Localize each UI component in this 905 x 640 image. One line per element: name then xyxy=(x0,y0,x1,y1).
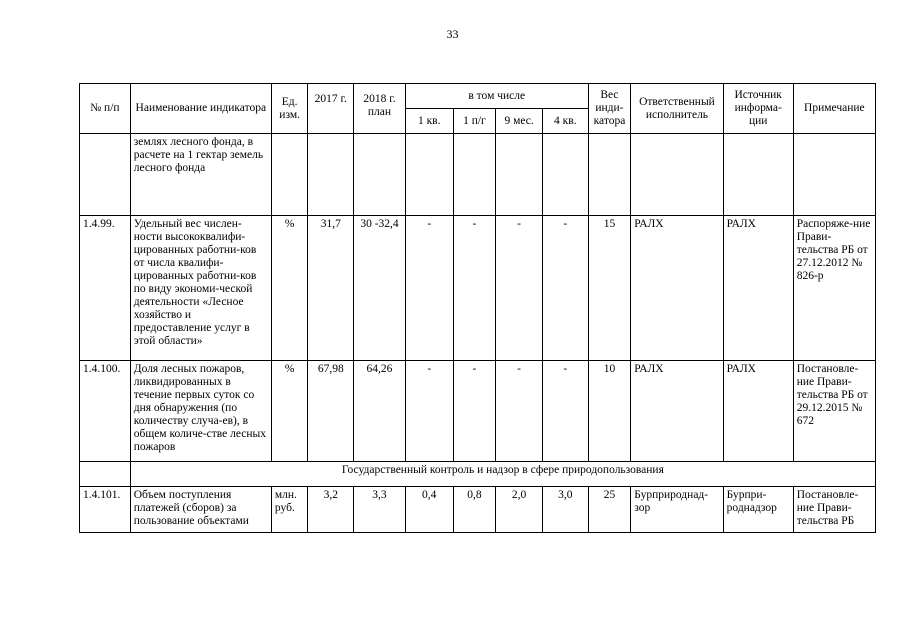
section-empty-cell xyxy=(80,462,131,487)
header-unit: Ед. изм. xyxy=(271,84,308,134)
cell-source: Бурпри-роднадзор xyxy=(723,487,793,533)
cell-note: Распоряже-ние Прави-тельства РБ от 27.12.2012 № 826-р xyxy=(793,216,875,361)
header-note: Примечание xyxy=(793,84,875,134)
cell-name: Доля лесных пожаров, ликвидированных в течение первых суток со дня обнаружения (по количеству случа-ев), в общем количе-стве лесных пожаров xyxy=(130,361,271,462)
cell-h1: 0,8 xyxy=(453,487,496,533)
cell-responsible xyxy=(631,134,723,216)
cell-name: Объем поступления платежей (сборов) за пользование объектами xyxy=(130,487,271,533)
cell-9m: - xyxy=(496,361,543,462)
header-name: Наименование индикатора xyxy=(130,84,271,134)
header-responsible: Ответственный исполнитель xyxy=(631,84,723,134)
header-q4: 4 кв. xyxy=(542,109,588,134)
cell-q4 xyxy=(542,134,588,216)
cell-q4: 3,0 xyxy=(542,487,588,533)
table-row xyxy=(80,487,876,533)
cell-2018: 64,26 xyxy=(354,361,406,462)
header-2017: 2017 г. xyxy=(308,84,354,134)
cell-2017 xyxy=(308,134,354,216)
cell-unit xyxy=(271,134,308,216)
table-row xyxy=(80,361,876,462)
cell-name: землях лесного фонда, в расчете на 1 гектар земель лесного фонда xyxy=(130,134,271,216)
cell-9m xyxy=(496,134,543,216)
cell-unit: % xyxy=(271,216,308,361)
cell-source: РАЛХ xyxy=(723,361,793,462)
header-h1: 1 п/г xyxy=(453,109,496,134)
cell-note: Постановле-ние Прави-тельства РБ xyxy=(793,487,875,533)
cell-name: Удельный вес числен-ности высококвалифи-цированных работни-ков от числа квалифи-цированных работни-ков по виду экономи-ческой деятельности «Лесное хозяйство и предоставление услуг в этой области» xyxy=(130,216,271,361)
cell-2017: 3,2 xyxy=(308,487,354,533)
cell-note: Постановле-ние Прави-тельства РБ от 29.12.2015 № 672 xyxy=(793,361,875,462)
cell-source: РАЛХ xyxy=(723,216,793,361)
cell-q4: - xyxy=(542,361,588,462)
header-source: Источник информа-ции xyxy=(723,84,793,134)
section-row xyxy=(80,462,876,487)
cell-q4: - xyxy=(542,216,588,361)
header-including: в том числе xyxy=(405,84,588,109)
header-num: № п/п xyxy=(80,84,131,134)
cell-q1: - xyxy=(405,361,453,462)
header-2018: 2018 г. план xyxy=(354,84,406,134)
cell-responsible: РАЛХ xyxy=(631,361,723,462)
cell-q1 xyxy=(405,134,453,216)
cell-weight xyxy=(588,134,631,216)
cell-unit: млн. руб. xyxy=(271,487,308,533)
cell-note xyxy=(793,134,875,216)
cell-9m: 2,0 xyxy=(496,487,543,533)
header-weight: Вес инди-катора xyxy=(588,84,631,134)
table-row xyxy=(80,134,876,216)
cell-num: 1.4.100. xyxy=(80,361,131,462)
cell-weight: 10 xyxy=(588,361,631,462)
cell-num xyxy=(80,134,131,216)
cell-q1: 0,4 xyxy=(405,487,453,533)
cell-unit: % xyxy=(271,361,308,462)
cell-2018 xyxy=(354,134,406,216)
indicators-table xyxy=(79,83,876,533)
cell-source xyxy=(723,134,793,216)
cell-h1: - xyxy=(453,216,496,361)
cell-2017: 31,7 xyxy=(308,216,354,361)
cell-9m: - xyxy=(496,216,543,361)
cell-q1: - xyxy=(405,216,453,361)
section-title: Государственный контроль и надзор в сфере природопользования xyxy=(130,462,875,487)
cell-num: 1.4.101. xyxy=(80,487,131,533)
header-row-1 xyxy=(80,84,876,109)
cell-responsible: Бурприроднад-зор xyxy=(631,487,723,533)
cell-2018: 30 -32,4 xyxy=(354,216,406,361)
cell-responsible: РАЛХ xyxy=(631,216,723,361)
page-number: 33 xyxy=(446,27,459,41)
cell-2017: 67,98 xyxy=(308,361,354,462)
table-row xyxy=(80,216,876,361)
cell-num: 1.4.99. xyxy=(80,216,131,361)
cell-weight: 25 xyxy=(588,487,631,533)
cell-2018: 3,3 xyxy=(354,487,406,533)
cell-h1: - xyxy=(453,361,496,462)
header-q1: 1 кв. xyxy=(405,109,453,134)
cell-h1 xyxy=(453,134,496,216)
cell-weight: 15 xyxy=(588,216,631,361)
header-9m: 9 мес. xyxy=(496,109,543,134)
